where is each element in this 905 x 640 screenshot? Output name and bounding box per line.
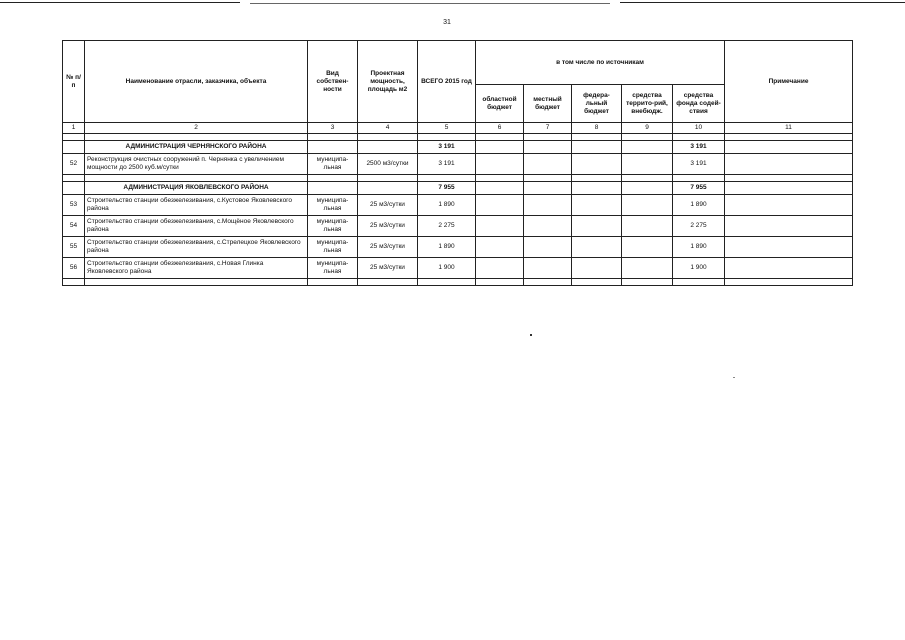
row-num: 55 [63,237,85,258]
row-fund: 1 900 [673,258,725,279]
header-local: местный бюджет [524,85,572,123]
row-owner: муниципа-льная [308,216,358,237]
table-row [63,258,853,279]
row-num: 56 [63,258,85,279]
column-number: 8 [572,123,622,134]
table-row [63,216,853,237]
spacer-row [63,134,853,141]
header-capacity: Проектная мощность, площадь м2 [358,41,418,123]
row-capacity: 25 м3/сутки [358,195,418,216]
row-fund: 1 890 [673,237,725,258]
column-number: 4 [358,123,418,134]
header-note: Примечание [725,41,853,123]
row-num: 54 [63,216,85,237]
header-num: № п/п [63,41,85,123]
column-number: 1 [63,123,85,134]
section-title: АДМИНИСТРАЦИЯ ЧЕРНЯНСКОГО РАЙОНА [85,141,308,154]
scan-edge-line [620,2,905,3]
row-num: 53 [63,195,85,216]
header-sources-group: в том числе по источникам [476,41,725,85]
column-number: 2 [85,123,308,134]
table-row [63,237,853,258]
table-row [63,195,853,216]
section-fund: 7 955 [673,182,725,195]
row-total: 1 890 [418,237,476,258]
row-capacity: 25 м3/сутки [358,216,418,237]
scan-edge-line [250,3,610,4]
section-row [63,182,853,195]
row-name: Реконструкция очистных сооружений п. Чернянка с увеличением мощности до 2500 куб.м/сутки [85,154,308,175]
table-row [63,154,853,175]
section-row [63,141,853,154]
section-fund: 3 191 [673,141,725,154]
section-title: АДМИНИСТРАЦИЯ ЯКОВЛЕВСКОГО РАЙОНА [85,182,308,195]
row-capacity: 25 м3/сутки [358,237,418,258]
header-regional: областной бюджет [476,85,524,123]
row-num: 52 [63,154,85,175]
header-owner: Вид собствен-ности [308,41,358,123]
row-owner: муниципа-льная [308,195,358,216]
section-total: 3 191 [418,141,476,154]
row-total: 3 191 [418,154,476,175]
row-fund: 2 275 [673,216,725,237]
section-total: 7 955 [418,182,476,195]
header-federal: федера-льный бюджет [572,85,622,123]
row-total: 1 900 [418,258,476,279]
row-owner: муниципа-льная [308,154,358,175]
column-number: 3 [308,123,358,134]
row-capacity: 25 м3/сутки [358,258,418,279]
column-number: 5 [418,123,476,134]
column-number: 10 [673,123,725,134]
column-number-row [63,123,853,134]
row-fund: 3 191 [673,154,725,175]
scan-speck [530,334,532,336]
header-total: ВСЕГО 2015 год [418,41,476,123]
column-number: 7 [524,123,572,134]
column-number: 9 [622,123,673,134]
page-number: 31 [443,19,451,26]
header-territory: средства террито-рий, внебюдж. [622,85,673,123]
header-name: Наименование отрасли, заказчика, объекта [85,41,308,123]
row-total: 1 890 [418,195,476,216]
row-name: Строительство станции обезжелезивания, с.Мощёное Яковлевского района [85,216,308,237]
row-name: Строительство станции обезжелезивания, с.Кустовое Яковлевского района [85,195,308,216]
spacer-row [63,279,853,286]
row-capacity: 2500 м3/сутки [358,154,418,175]
row-fund: 1 890 [673,195,725,216]
row-name: Строительство станции обезжелезивания, с.Стрелецкое Яковлевского района [85,237,308,258]
column-number: 6 [476,123,524,134]
row-name: Строительство станции обезжелезивания, с.Новая Глинка Яковлевского района [85,258,308,279]
scan-edge-line [0,2,240,3]
spacer-row [63,175,853,182]
row-total: 2 275 [418,216,476,237]
row-owner: муниципа-льная [308,237,358,258]
row-owner: муниципа-льная [308,258,358,279]
budget-table [62,40,853,286]
column-number: 11 [725,123,853,134]
scan-speck [733,377,735,378]
header-fund: средства фонда содей-ствия [673,85,725,123]
